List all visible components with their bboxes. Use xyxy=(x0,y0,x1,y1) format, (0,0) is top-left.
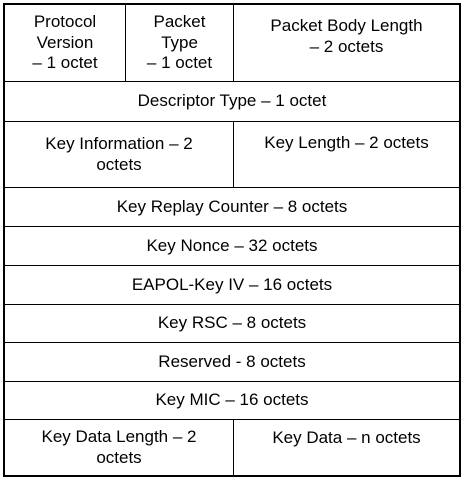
row-key-replay-counter xyxy=(5,188,459,227)
row-key-mic xyxy=(5,382,459,420)
cell-line: octets xyxy=(96,154,142,174)
cell-line: Key RSC – 8 octets xyxy=(157,313,307,333)
cell-line: – 1 octet xyxy=(146,53,213,73)
cell-packet-type xyxy=(125,5,233,81)
row-key-nonce xyxy=(5,227,459,266)
cell-eapol-key-iv xyxy=(5,266,459,304)
row-key-info-length xyxy=(5,122,459,188)
cell-line: Key Nonce – 32 octets xyxy=(146,235,318,255)
row-descriptor-type xyxy=(5,82,459,122)
cell-line: Reserved - 8 octets xyxy=(158,351,306,371)
cell-key-mic xyxy=(5,382,459,419)
cell-packet-body-length xyxy=(233,5,459,81)
cell-key-replay-counter xyxy=(5,188,459,226)
cell-reserved xyxy=(5,343,459,381)
cell-protocol-version xyxy=(5,5,125,81)
eapol-key-frame-diagram xyxy=(3,3,461,477)
cell-line: – 1 octet xyxy=(32,53,98,73)
cell-line: Version xyxy=(36,32,94,52)
row-reserved xyxy=(5,343,459,382)
cell-line: Packet Body Length xyxy=(270,16,423,36)
cell-key-data-length xyxy=(5,420,233,475)
cell-line: Key MIC – 16 octets xyxy=(155,390,309,410)
cell-line: Descriptor Type – 1 octet xyxy=(137,91,327,111)
cell-line: Type xyxy=(161,32,198,52)
cell-key-nonce xyxy=(5,227,459,265)
cell-line: – 2 octets xyxy=(309,37,384,56)
cell-descriptor-type xyxy=(5,82,459,121)
cell-line: Packet xyxy=(153,11,206,31)
row-eapol-key-iv xyxy=(5,266,459,305)
row-key-data xyxy=(5,420,459,475)
cell-line: Key Data Length – 2 xyxy=(41,426,197,446)
cell-key-information xyxy=(5,122,233,187)
row-key-rsc xyxy=(5,305,459,343)
cell-line: Key Length – 2 octets xyxy=(264,133,429,153)
row-header-fields xyxy=(5,5,459,82)
cell-line: EAPOL-Key IV – 16 octets xyxy=(131,274,333,294)
cell-line: Key Replay Counter – 8 octets xyxy=(116,196,348,216)
cell-line: Protocol xyxy=(33,11,97,31)
cell-key-data xyxy=(233,420,459,475)
cell-line: Key Information – 2 xyxy=(45,133,193,153)
cell-line: octets xyxy=(96,447,142,467)
cell-key-rsc xyxy=(5,305,459,342)
cell-line: Key Data – n octets xyxy=(272,428,421,448)
cell-key-length xyxy=(233,122,459,187)
